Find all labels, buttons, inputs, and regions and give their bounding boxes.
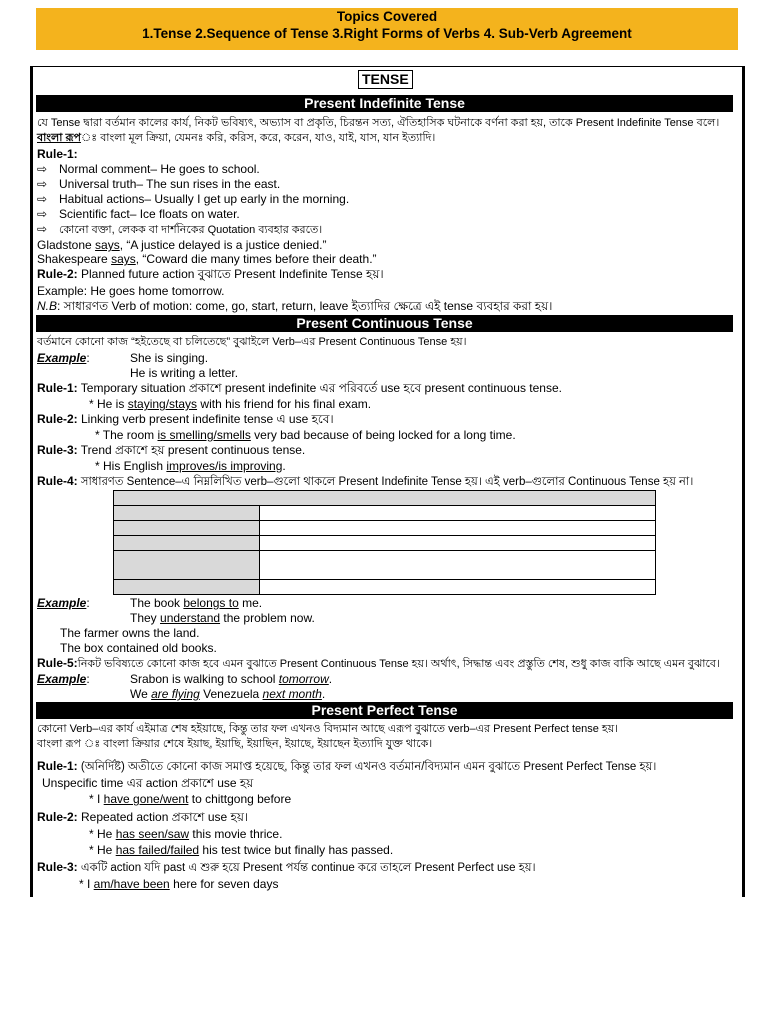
rule-text: (অনির্দিষ্ট) অতীতে কোনো কাজ সমাপ্ত হয়েছে, কিন্তু তার ফল এখনও বর্তমান/বিদ্যমান এমন বুঝাতে Present Perfect Tense হয়। <box>77 761 657 773</box>
rule-label: Rule-4: <box>37 474 78 488</box>
table-cell <box>260 580 656 595</box>
colon: : <box>86 351 90 365</box>
ex-a: * I <box>79 877 94 891</box>
ex-c: very bad because of being locked for a long time. <box>250 428 516 442</box>
arrow-icon: ⇨ <box>37 207 48 221</box>
colon: : <box>86 672 90 686</box>
ex-a: * He <box>89 843 116 857</box>
ex-e: . <box>321 687 326 701</box>
example-label: Example <box>37 596 87 610</box>
s2-example2-label <box>37 596 90 610</box>
s1-bangla-text: ঃ বাংলা মূল ক্রিয়া, যেমনঃ করি, করিস, করে, করেন, যাও, যাই, যাস, যান ইত্যাদি। <box>80 132 436 144</box>
s2-rule5 <box>37 656 720 671</box>
table-cell <box>114 580 260 595</box>
s2-rule4 <box>37 474 693 489</box>
s1-example: Example: He goes home tomorrow. <box>37 284 225 298</box>
nb-text: : সাধারণত Verb of motion: come, go, start, return, leave ইত্যাদির ক্ষেত্রে এই tense ব্যবহার করা হয়। <box>57 299 553 313</box>
ex-b: staying/stays <box>127 397 198 411</box>
table-cell <box>114 521 260 536</box>
rule-text: Repeated action প্রকাশে use হয়। <box>77 810 249 824</box>
s2-ex2-1 <box>130 596 262 610</box>
s2-ex2-3: The farmer owns the land. <box>60 626 200 640</box>
table-cell <box>114 551 260 580</box>
heading-present-perfect: Present Perfect Tense <box>36 702 733 719</box>
s1-rule1-label: Rule-1: <box>37 147 78 161</box>
example-label: Example <box>37 672 87 686</box>
ex-c: Venezuela <box>199 687 263 701</box>
ex-b: belongs to <box>183 596 239 610</box>
s2-example3-label <box>37 672 90 686</box>
s2-rule2 <box>37 412 334 426</box>
table-cell <box>260 551 656 580</box>
q2-b: says <box>111 252 136 266</box>
table-cell <box>260 506 656 521</box>
rule-label: Rule-1: <box>37 381 78 395</box>
rule-text: Temporary situation প্রকাশে present indefinite এর পরিবর্তে use হবে present continuous tense. <box>77 381 562 395</box>
s1-bullet-text: Scientific fact– Ice floats on water. <box>59 207 240 221</box>
s1-bullet-text: Habitual actions– Usually I get up early in the morning. <box>59 192 350 206</box>
ex-c: here for seven days <box>169 877 279 891</box>
banner-title: Topics Covered <box>336 9 438 24</box>
s1-bangla-label: বাংলা রূপ <box>37 132 81 144</box>
heading-present-continuous: Present Continuous Tense <box>36 315 733 332</box>
rule-label: Rule-2: <box>37 810 78 824</box>
s2-rule3-example <box>95 459 286 473</box>
rule-label: Rule-2: <box>37 412 78 426</box>
rule-label: Rule-3: <box>37 860 78 874</box>
q1-a: Gladstone <box>37 238 96 252</box>
topics-banner <box>36 8 738 50</box>
ex-b: improves/is improving <box>166 459 283 473</box>
s2-example-2: He is writing a letter. <box>130 366 239 380</box>
table-row <box>114 491 656 506</box>
ex-a: The book <box>130 596 184 610</box>
table-cell <box>260 521 656 536</box>
s3-rule2-example-2 <box>89 843 393 857</box>
s2-ex2-4: The box contained old books. <box>60 641 217 655</box>
s2-ex3-1 <box>130 672 332 686</box>
ex-c: me. <box>238 596 263 610</box>
s3-rule2-example-1 <box>89 827 282 841</box>
ex-c: to chittgong before <box>188 792 292 806</box>
ex-c: this movie thrice. <box>189 827 283 841</box>
ex-b: are flying <box>151 687 200 701</box>
ex-a: * The room <box>95 428 158 442</box>
rule-text: নিকট ভবিষ্যতে কোনো কাজ হবে এমন বুঝাতে Present Continuous Tense হয়। অর্থাৎ, সিদ্ধান্ত এবং প্রস্তুতি শেষ, শুধু কাজ বাকি আছে এমন বুঝাবে। <box>77 658 720 670</box>
rule-text: Trend প্রকাশে হয় present continuous tense. <box>77 443 306 457</box>
colon: : <box>86 596 90 610</box>
banner-topics: 1.Tense 2.Sequence of Tense 3.Right Forms of Verbs 4. Sub-Verb Agreement <box>142 26 632 41</box>
ex-a: * His English <box>95 459 167 473</box>
rule-text: Planned future action বুঝাতে Present Indefinite Tense হয়। <box>77 267 384 281</box>
ex-a: * He <box>89 827 116 841</box>
s3-rule3 <box>37 860 536 875</box>
rule-label: Rule-2: <box>37 267 78 281</box>
ex-c: the problem now. <box>220 611 315 625</box>
s2-example-label <box>37 351 90 365</box>
s1-bullet <box>37 177 280 191</box>
s2-rule3 <box>37 443 305 457</box>
page-title: TENSE <box>358 70 413 89</box>
s1-bullet <box>37 192 349 206</box>
ex-a: Srabon is walking to school <box>130 672 279 686</box>
q1-c: , “A justice delayed is a justice denied.” <box>119 238 327 252</box>
ex-b: am/have been <box>93 877 170 891</box>
rule-text: একটি action যদি past এ শুরু হয়ে Present পর্যন্ত continue করে তাহলে Present Perfect use হয়। <box>77 862 536 874</box>
s1-bangla-line <box>37 131 435 145</box>
heading-present-indefinite: Present Indefinite Tense <box>36 95 733 112</box>
example-label: Example <box>37 351 87 365</box>
arrow-icon: ⇨ <box>37 177 48 191</box>
s3-rule2 <box>37 810 248 824</box>
table-cell <box>114 536 260 551</box>
q2-a: Shakespeare <box>37 252 112 266</box>
s2-example-1: She is singing. <box>130 351 209 365</box>
ex-b: is smelling/smells <box>157 428 251 442</box>
ex-b: tomorrow <box>278 672 329 686</box>
ex-b: understand <box>160 611 221 625</box>
q2-c: , “Coward die many times before their death.” <box>135 252 377 266</box>
table-cell <box>114 506 260 521</box>
s1-bullet <box>37 207 240 221</box>
rule-text: Linking verb present indefinite tense এ use হবে। <box>77 412 334 426</box>
ex-a: We <box>130 687 152 701</box>
ex-c: his test twice but finally has passed. <box>199 843 394 857</box>
table-row <box>114 536 656 551</box>
rule-text: সাধারণত Sentence–এ নিম্নলিখিত verb–গুলো থাকলে Present Indefinite Tense হয়। এই verb–গুলোর Continuous Tense হয় না। <box>77 476 694 488</box>
ex-b: has seen/saw <box>115 827 190 841</box>
s1-intro: যে Tense দ্বারা বর্তমান কালের কার্য, নিকট ভবিষ্যৎ, অভ্যাস বা প্রকৃতি, চিরন্তন সত্য, ঐতিহাসিক ঘটনাকে বর্ণনা করা হয়, তাকে Present Indefinite Tense বলে। <box>37 117 720 129</box>
s2-intro: বর্তমানে কোনো কাজ “হইতেছে বা চলিতেছে” বুঝাইলে Verb–এর Present Continuous Tense হয়। <box>37 336 467 348</box>
nb-label: N.B <box>37 299 58 313</box>
ex-c: . <box>328 672 333 686</box>
ex-b: has failed/failed <box>115 843 200 857</box>
arrow-icon: ⇨ <box>37 192 48 206</box>
s2-rule1-example <box>89 397 371 411</box>
s1-bullet <box>37 222 322 237</box>
ex-d: next month <box>262 687 322 701</box>
table-cell <box>260 536 656 551</box>
s2-ex3-2 <box>130 687 325 701</box>
table-row <box>114 506 656 521</box>
s1-bullet-text: কোনো বক্তা, লেকক বা দার্শনিকের Quotation ব্যবহার করতে। <box>59 224 323 236</box>
s1-rule2 <box>37 267 384 281</box>
s3-rule1 <box>37 759 656 774</box>
q1-b: says <box>95 238 120 252</box>
s1-bullet-text: Universal truth– The sun rises in the east. <box>59 177 281 191</box>
s1-quote-1 <box>37 238 327 252</box>
table-row <box>114 521 656 536</box>
s1-nb <box>37 299 552 313</box>
ex-a: They <box>130 611 161 625</box>
s2-rule1 <box>37 381 562 395</box>
ex-b: have gone/went <box>103 792 189 806</box>
rule-label: Rule-1: <box>37 759 78 773</box>
arrow-icon: ⇨ <box>37 162 48 176</box>
table-cell <box>114 491 656 506</box>
s3-rule1-sub: Unspecific time এর action প্রকাশে use হয় <box>42 776 254 790</box>
s1-quote-2 <box>37 252 377 266</box>
s2-rule2-example <box>95 428 516 442</box>
rule-label: Rule-3: <box>37 443 78 457</box>
table-row <box>114 580 656 595</box>
s3-intro: কোনো Verb–এর কার্য এইমাত্র শেষ হইয়াছে, কিন্তু তার ফল এখনও বিদ্যমান আছে এরূপ বুঝাতে verb–এর Present Perfect tense হয়। <box>37 723 619 735</box>
s1-bullet <box>37 162 260 176</box>
s3-rule1-example <box>89 792 291 806</box>
table-row <box>114 551 656 580</box>
s3-rule3-example <box>79 877 278 891</box>
arrow-icon: ⇨ <box>37 222 48 236</box>
s3-bangla: বাংলা রূপ ঃ বাংলা ক্রিয়ার শেষে ইয়াছ, ইয়াছি, ইয়াছিন, ইয়াছে, ইয়াছেন ইত্যাদি যুক্ত থাকে। <box>37 738 433 750</box>
ex-c: . <box>282 459 286 473</box>
rule-label: Rule-5: <box>37 656 78 670</box>
ex-a: * He is <box>89 397 128 411</box>
non-continuous-verbs-table <box>113 490 656 595</box>
ex-a: * I <box>89 792 104 806</box>
s1-bullet-text: Normal comment– He goes to school. <box>59 162 260 176</box>
ex-c: with his friend for his final exam. <box>197 397 372 411</box>
s2-ex2-2 <box>130 611 315 625</box>
